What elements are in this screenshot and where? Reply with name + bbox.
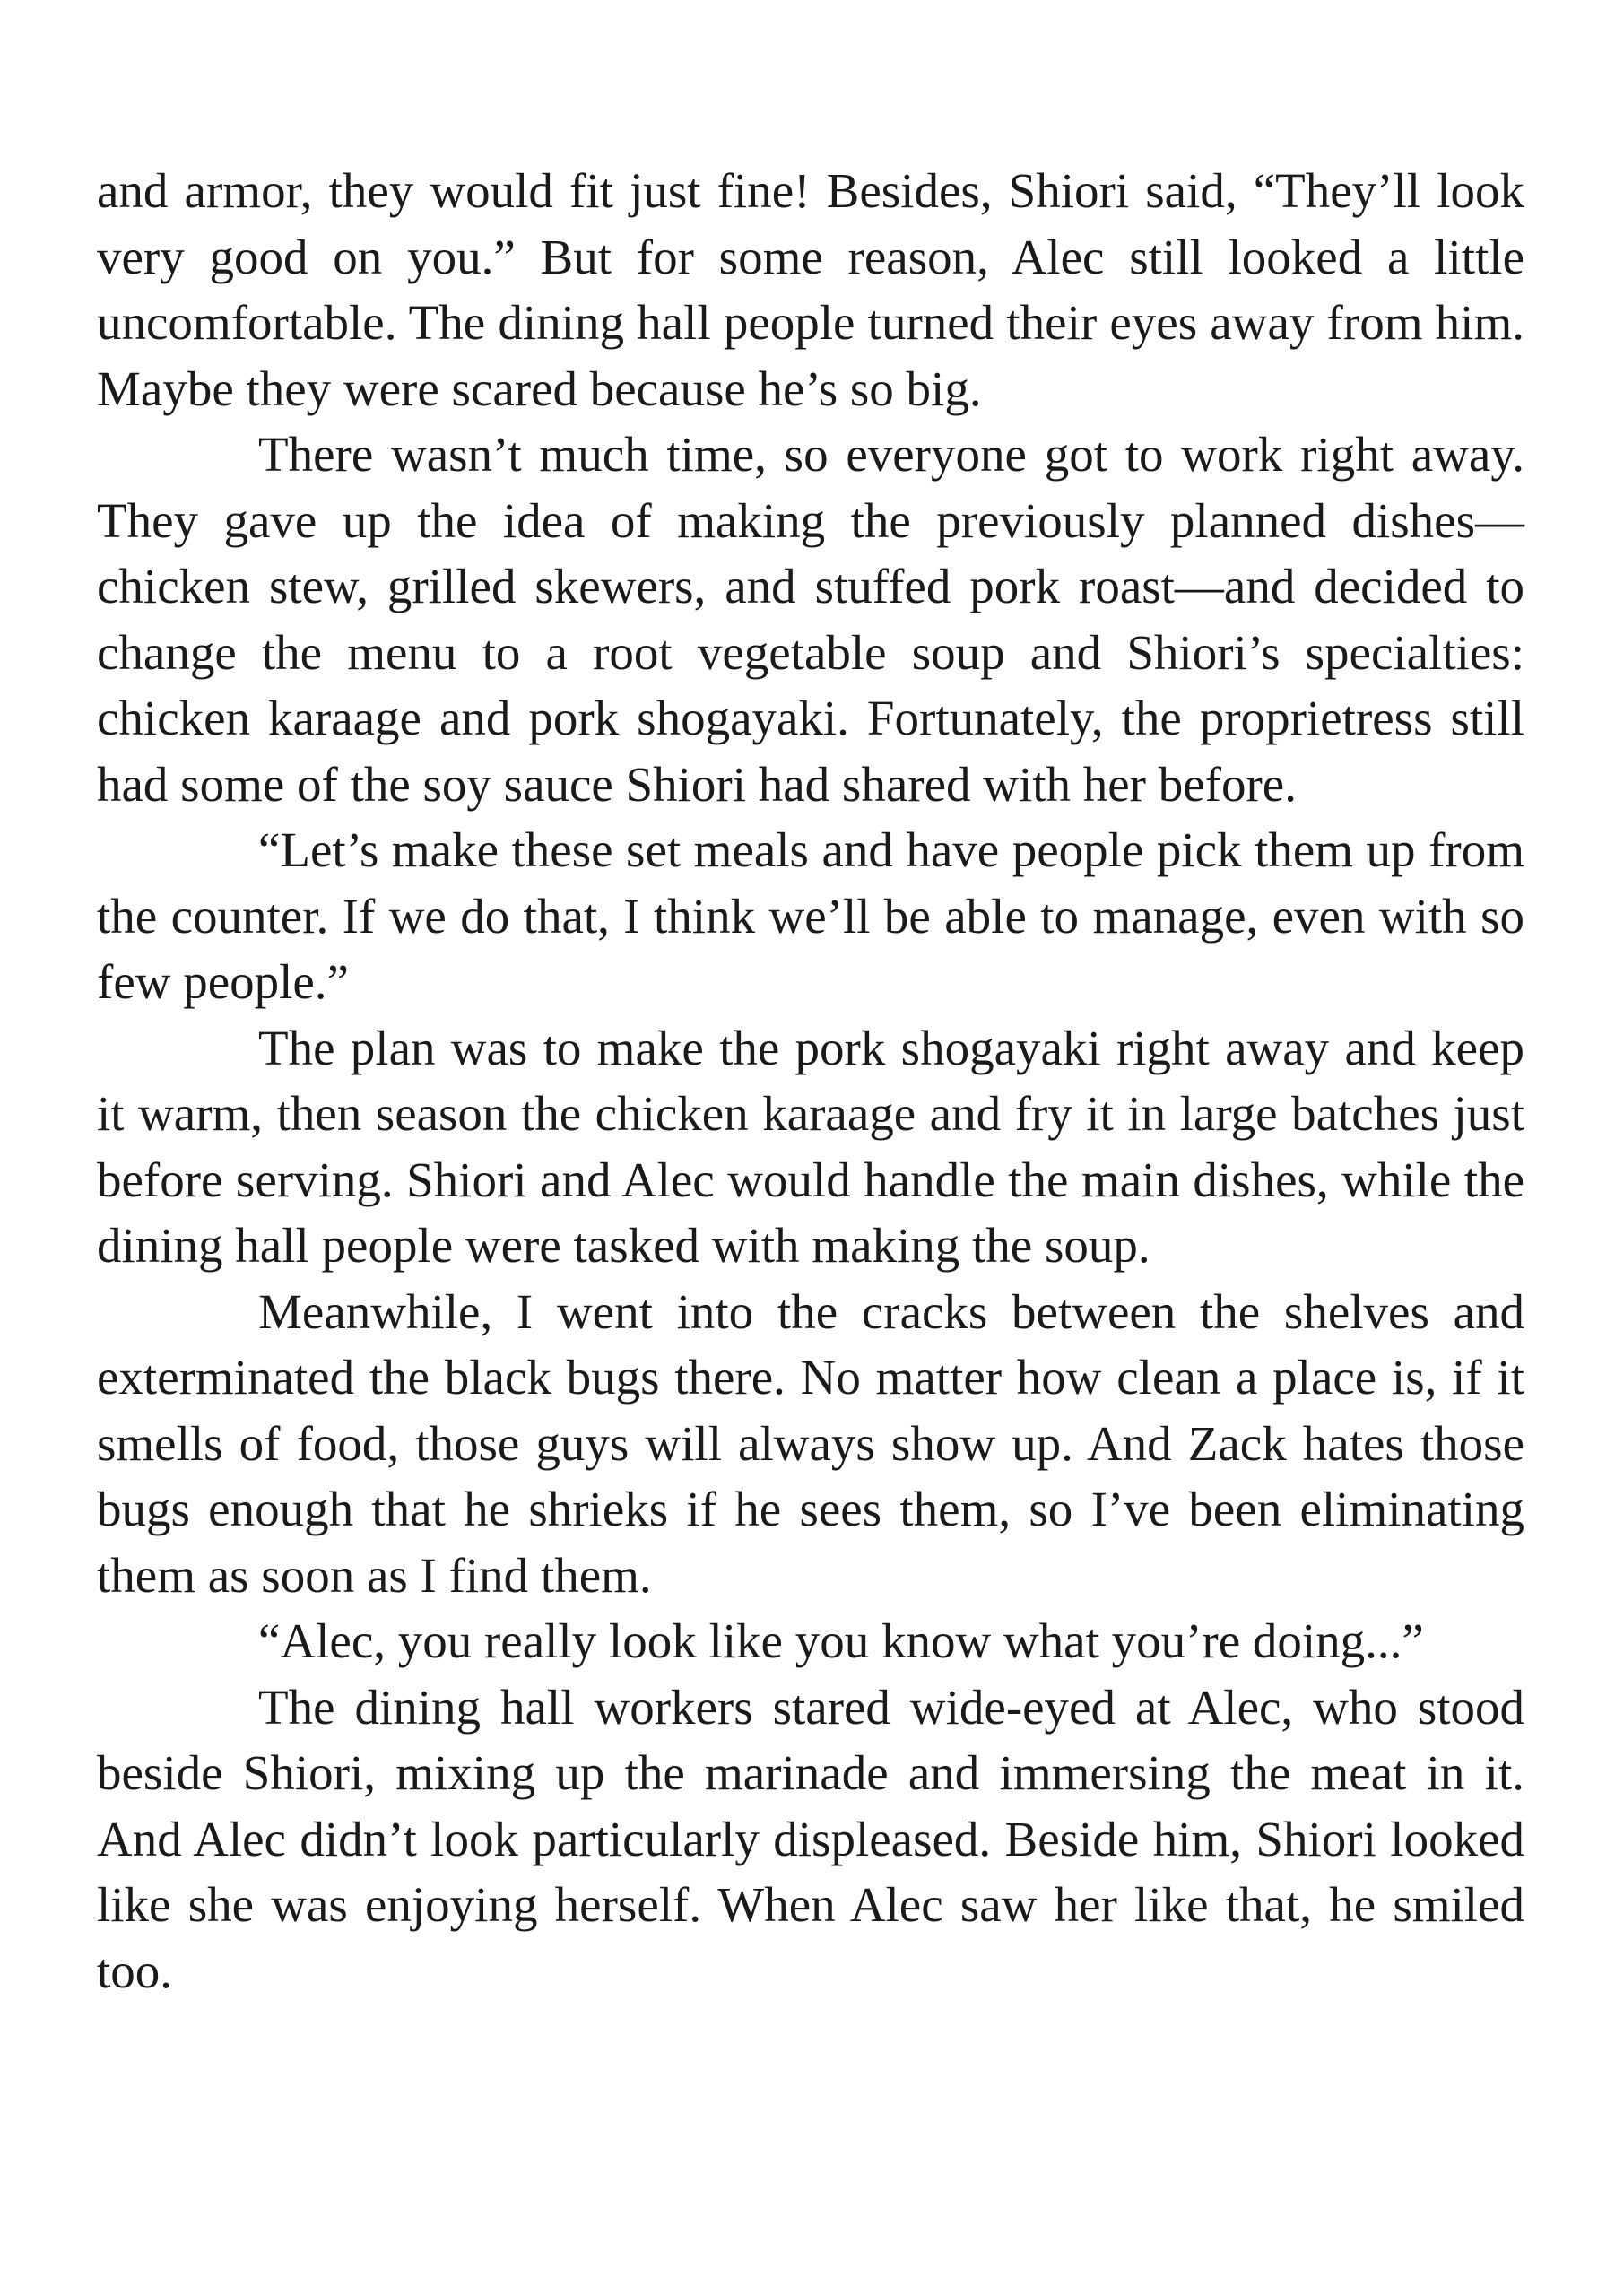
paragraph-1: and armor, they would fit just fine! Besides, Shiori said, “They’ll look very good on you.” But for some reason, Alec still looked a little uncomfortable. The dining hall people turned their eyes away from him. Maybe they were scared because he’s so big. <box>97 163 1524 416</box>
book-page <box>97 158 1524 2004</box>
paragraph-7: The dining hall workers stared wide-eyed at Alec, who stood beside Shiori, mixing up the marinade and immersing the meat in it. And Alec didn’t look particularly displeased. Beside him, Shiori looked like she was enjoying herself. When Alec saw her like that, he smiled too. <box>97 1679 1524 1998</box>
paragraph-5: Meanwhile, I went into the cracks between the shelves and exterminated the black bugs there. No matter how clean a place is, if it smells of food, those guys will always show up. And Zack hates those bugs enough that he shrieks if he sees them, so I’ve been eliminating them as soon as I find them. <box>97 1283 1524 1603</box>
paragraph-4: The plan was to make the pork shogayaki right away and keep it warm, then season the chicken karaage and fry it in large batches just before serving. Shiori and Alec would handle the main dishes, while the dining hall people were tasked with making the soup. <box>97 1020 1524 1273</box>
paragraph-6: “Alec, you really look like you know what you’re doing...” <box>258 1613 1424 1668</box>
paragraph-3: “Let’s make these set meals and have people pick them up from the counter. If we do that, I think we’ll be able to manage, even with so few people.” <box>97 822 1524 1009</box>
paragraph-2: There wasn’t much time, so everyone got to work right away. They gave up the idea of making the previously planned dishes—chicken stew, grilled skewers, and stuffed pork roast—and decided to change the menu to a root vegetable soup and Shiori’s specialties: chicken karaage and pork shogayaki. Fortunately, the proprietress still had some of the soy sauce Shiori had shared with her before. <box>97 427 1524 812</box>
